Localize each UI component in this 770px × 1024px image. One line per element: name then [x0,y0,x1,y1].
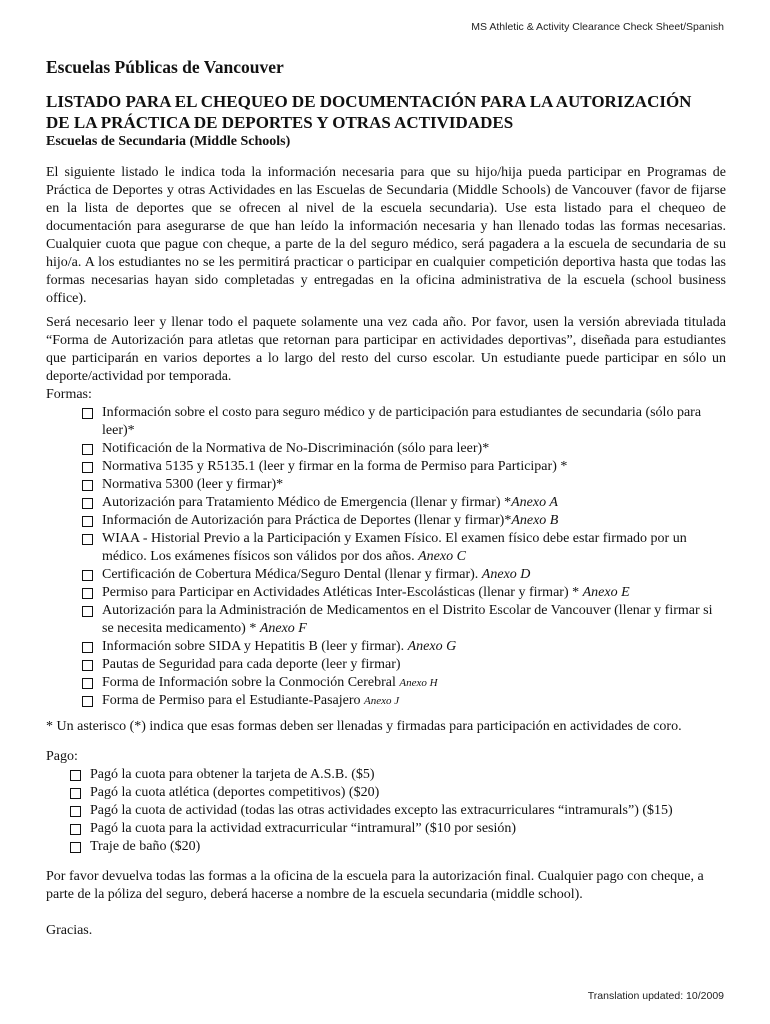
payment-checklist [46,766,726,856]
form-text: Autorización para la Administración de Medicamentos en el Distrito Escolar de Vancouver (llenar y firmar si se necesita medicamento) * [102,603,713,636]
form-item [80,440,726,458]
forms-checklist [46,404,726,710]
checkbox[interactable] [70,824,81,835]
form-text: Autorización para Tratamiento Médico de Emergencia (llenar y firmar) * [102,495,512,510]
intro-paragraph: El siguiente listado le indica toda la información necesaria para que su hijo/hija pueda participar en Programas de Práctica de Deportes y otras Actividades en las Escuelas de Secundaria (Middle Schools) de Vancouver (favor de fijarse en la lista de deportes que se ofrecen al nivel de la escuela secundaria). Use esta listado para el chequeo de documentación para asegurarse de que han leído la información necesaria y han llenado todas las formas necesarias. Cualquier cuota que pague con cheque, a parte de la del seguro médico, será pagadera a la escuela de secundaria de su hijo/a. A los estudiantes no se les permitirá practicar o participar en cualquier competición deportiva hasta que todas las formas necesarias hayan sido completadas y entregadas en la oficina administrativa de la escuela (school business office). [46,165,726,306]
form-text: Certificación de Cobertura Médica/Seguro Dental (llenar y firmar). [102,567,482,582]
annex-label: Anexo F [259,621,307,636]
checkbox[interactable] [70,788,81,799]
checkbox[interactable] [82,480,93,491]
asterisk-note: * Un asterisco (*) indica que esas formas deben ser llenadas y firmadas para participación en actividades de coro. [46,719,682,734]
form-item [80,602,726,638]
form-text: Forma de Permiso para el Estudiante-Pasajero [102,693,365,708]
payment-item [68,820,726,838]
checkbox[interactable] [82,606,93,617]
form-text: Permiso para Participar en Actividades Atléticas Inter-Escolásticas (llenar y firmar) * [102,585,583,600]
form-item [80,638,726,656]
checkbox[interactable] [82,498,93,509]
return-paragraph: Por favor devuelva todas las formas a la oficina de la escuela para la autorización final. Cualquier pago con cheque, a parte de la póliza del seguro, deberá hacerse a nombre de la escuela secundaria (middle school). [46,869,704,902]
annex-label: Anexo H [399,677,438,689]
form-text: Notificación de la Normativa de No-Discriminación (sólo para leer)* [102,441,490,456]
form-text: Información sobre SIDA y Hepatitis B (leer y firmar). [102,639,408,654]
payment-text: Pagó la cuota para obtener la tarjeta de A.S.B. ($5) [90,767,375,782]
form-item [80,692,726,710]
checkbox[interactable] [82,642,93,653]
title-line-2: DE LA PRÁCTICA DE DEPORTES Y OTRAS ACTIVIDADES [46,113,514,132]
checkbox[interactable] [70,806,81,817]
form-item [80,494,726,512]
form-text: Normativa 5135 y R5135.1 (leer y firmar en la forma de Permiso para Participar) * [102,459,568,474]
annex-label: Anexo A [511,495,558,510]
org-name: Escuelas Públicas de Vancouver [46,57,284,77]
form-text: Pautas de Seguridad para cada deporte (leer y firmar) [102,657,401,672]
annex-label: Anexo G [407,639,457,654]
form-item [80,566,726,584]
footer-note: Translation updated: 10/2009 [587,990,724,1002]
subtitle: Escuelas de Secundaria (Middle Schools) [46,134,291,149]
form-item [80,512,726,530]
checkbox[interactable] [82,570,93,581]
checkbox[interactable] [82,462,93,473]
thanks: Gracias. [46,923,93,938]
payment-item [68,766,726,784]
checkbox[interactable] [82,678,93,689]
checkbox[interactable] [82,660,93,671]
checkbox[interactable] [70,770,81,781]
form-text: Información de Autorización para Práctica de Deportes (llenar y firmar)* [102,513,512,528]
checkbox[interactable] [82,534,93,545]
form-item [80,404,726,440]
annex-label: Anexo B [511,513,559,528]
form-item [80,674,726,692]
form-item [80,530,726,566]
checkbox[interactable] [82,696,93,707]
title-line-1: LISTADO PARA EL CHEQUEO DE DOCUMENTACIÓN PARA LA AUTORIZACIÓN [46,92,692,111]
checkbox[interactable] [82,516,93,527]
checkbox[interactable] [70,842,81,853]
form-item [80,656,726,674]
payment-item [68,838,726,856]
form-item [80,476,726,494]
payment-label: Pago: [46,749,78,764]
forms-label: Formas: [46,387,92,402]
annex-label: Anexo E [582,585,630,600]
form-text: WIAA - Historial Previo a la Participación y Examen Físico. El examen físico debe estar firmado por un médico. Los exámenes físicos son válidos por dos años. [102,531,687,564]
checkbox[interactable] [82,408,93,419]
payment-item [68,802,726,820]
annex-label: Anexo J [364,695,400,707]
form-text: Forma de Información sobre la Conmoción Cerebral [102,675,400,690]
document-body [46,56,726,940]
checkbox[interactable] [82,588,93,599]
payment-text: Pagó la cuota de actividad (todas las otras actividades excepto las extracurriculares “intramurals”) ($15) [90,803,673,818]
second-paragraph: Será necesario leer y llenar todo el paquete solamente una vez cada año. Por favor, usen la versión abreviada titulada “Forma de Autorización para atletas que retornan para participar en actividades deportivas”, diseñada para estudiantes que participarán en varios deportes a lo largo del resto del curso escolar. Un estudiante puede participar en sólo un deporte/actividad por temporada. [46,315,726,384]
payment-item [68,784,726,802]
form-item [80,458,726,476]
form-item [80,584,726,602]
payment-text: Pagó la cuota atlética (deportes competitivos) ($20) [90,785,380,800]
checkbox[interactable] [82,444,93,455]
annex-label: Anexo C [418,549,466,564]
payment-text: Traje de baño ($20) [90,839,201,854]
form-text: Normativa 5300 (leer y firmar)* [102,477,284,492]
payment-text: Pagó la cuota para la actividad extracurricular “intramural” ($10 por sesión) [90,821,517,836]
annex-label: Anexo D [481,567,531,582]
header-note: MS Athletic & Activity Clearance Check Sheet/Spanish [471,21,724,33]
form-text: Información sobre el costo para seguro médico y de participación para estudiantes de secundaria (sólo para leer)* [102,405,702,438]
